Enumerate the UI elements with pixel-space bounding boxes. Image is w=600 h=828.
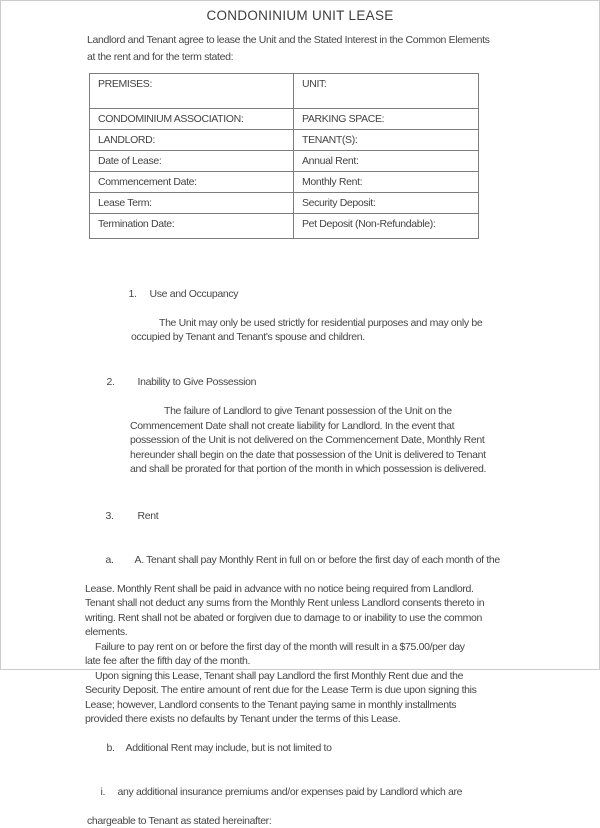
section-1-heading-text: Use and Occupancy xyxy=(150,288,239,300)
unit-cell: UNIT: xyxy=(294,74,479,109)
date-of-lease-cell: Date of Lease: xyxy=(90,151,294,172)
section-inability-to-give-possession xyxy=(85,361,529,477)
lease-info-table xyxy=(89,73,479,239)
body-line: any additional insurance premiums and/or expenses paid by Landlord which are xyxy=(118,786,463,798)
body-line: Upon signing this Lease, Tenant shall pay Landlord the first Monthly Rent due and the xyxy=(85,669,529,684)
body-line: Failure to pay rent on or before the first day of the month will result in a $75.00/per day xyxy=(85,640,529,655)
subitem-a-line xyxy=(85,538,529,582)
body-line: The Unit may only be used strictly for residential purposes and may only be xyxy=(85,316,529,331)
subitem-b-line xyxy=(85,727,529,771)
list-roman-numeral: i. xyxy=(101,785,118,800)
body-line: hereunder shall begin on the date that possession of the Unit is delivered to Tenant xyxy=(85,448,529,463)
monthly-rent-cell: Monthly Rent: xyxy=(294,172,479,193)
security-deposit-cell: Security Deposit: xyxy=(294,193,479,214)
premises-cell: PREMISES: xyxy=(90,74,294,109)
landlord-cell: LANDLORD: xyxy=(90,130,294,151)
section-2-heading-text: Inability to Give Possession xyxy=(138,376,257,388)
body-line: Lease. Monthly Rent shall be paid in advance with no notice being required from Landlord. xyxy=(85,582,529,597)
body-line: occupied by Tenant and Tenant's spouse and children. xyxy=(85,330,529,345)
table-row-termination-petdeposit xyxy=(90,214,479,239)
annual-rent-cell: Annual Rent: xyxy=(294,151,479,172)
body-line: The failure of Landlord to give Tenant possession of the Unit on the xyxy=(85,404,529,419)
body-line: and shall be prorated for that portion of the month in which possession is delivered. xyxy=(85,462,529,477)
body-line: late fee after the fifth day of the month. xyxy=(85,654,529,669)
list-number: 1. xyxy=(129,287,150,302)
body-line: Security Deposit. The entire amount of rent due for the Lease Term is due upon signing this xyxy=(85,683,529,698)
table-row-landlord-tenant xyxy=(90,130,479,151)
body-line: possession of the Unit is not delivered on the Commencement Date, Monthly Rent xyxy=(85,433,529,448)
commencement-date-cell: Commencement Date: xyxy=(90,172,294,193)
list-letter: a. xyxy=(106,553,135,568)
table-row-commencement-monthlyrent xyxy=(90,172,479,193)
section-1-heading xyxy=(85,272,529,316)
list-letter: b. xyxy=(107,741,126,756)
section-2-heading xyxy=(85,361,529,405)
lease-term-cell: Lease Term: xyxy=(90,193,294,214)
body-line: elements. xyxy=(85,625,529,640)
section-3-heading-text: Rent xyxy=(138,510,159,522)
pet-deposit-cell: Pet Deposit (Non-Refundable): xyxy=(294,214,479,239)
body-line: writing. Rent shall not be abated or forgiven due to damage to or inability to use the common xyxy=(85,611,529,626)
body-line: A. Tenant shall pay Monthly Rent in full on or before the first day of each month of the xyxy=(135,554,500,566)
section-use-and-occupancy xyxy=(85,272,529,345)
section-rent xyxy=(85,495,529,828)
body-line: Lease; however, Landlord consents to the Tenant paying same in monthly installments xyxy=(85,698,529,713)
section-3-heading xyxy=(85,495,529,539)
table-row-dateoflease-annualrent xyxy=(90,151,479,172)
list-number: 3. xyxy=(106,509,138,524)
tenants-cell: TENANT(S): xyxy=(294,130,479,151)
table-row-association-parking xyxy=(90,109,479,130)
intro-paragraph xyxy=(87,32,529,66)
list-number: 2. xyxy=(107,375,138,390)
termination-date-cell: Termination Date: xyxy=(90,214,294,239)
body-line: Tenant shall not deduct any sums from the Monthly Rent unless Landlord consents thereto in xyxy=(85,596,529,611)
body-line: Additional Rent may include, but is not limited to xyxy=(126,742,332,754)
body-line: Commencement Date shall not create liability for Landlord. In the event that xyxy=(85,419,529,434)
intro-line: at the rent and for the term stated: xyxy=(87,49,529,66)
parking-space-cell: PARKING SPACE: xyxy=(294,109,479,130)
page-title: CONDONINIUM UNIT LEASE xyxy=(1,7,599,24)
body-line: provided there exists no defaults by Tenant under the terms of this Lease. xyxy=(85,712,529,727)
subitem-i-line xyxy=(80,770,529,814)
table-row-leaseterm-securitydeposit xyxy=(90,193,479,214)
intro-line: Landlord and Tenant agree to lease the Unit and the Stated Interest in the Common Elements xyxy=(87,32,529,49)
condominium-association-cell: CONDOMINIUM ASSOCIATION: xyxy=(90,109,294,130)
document-content xyxy=(1,32,599,828)
body-line: chargeable to Tenant as stated hereinafter: xyxy=(85,814,529,828)
table-row-premises-unit xyxy=(90,74,479,109)
